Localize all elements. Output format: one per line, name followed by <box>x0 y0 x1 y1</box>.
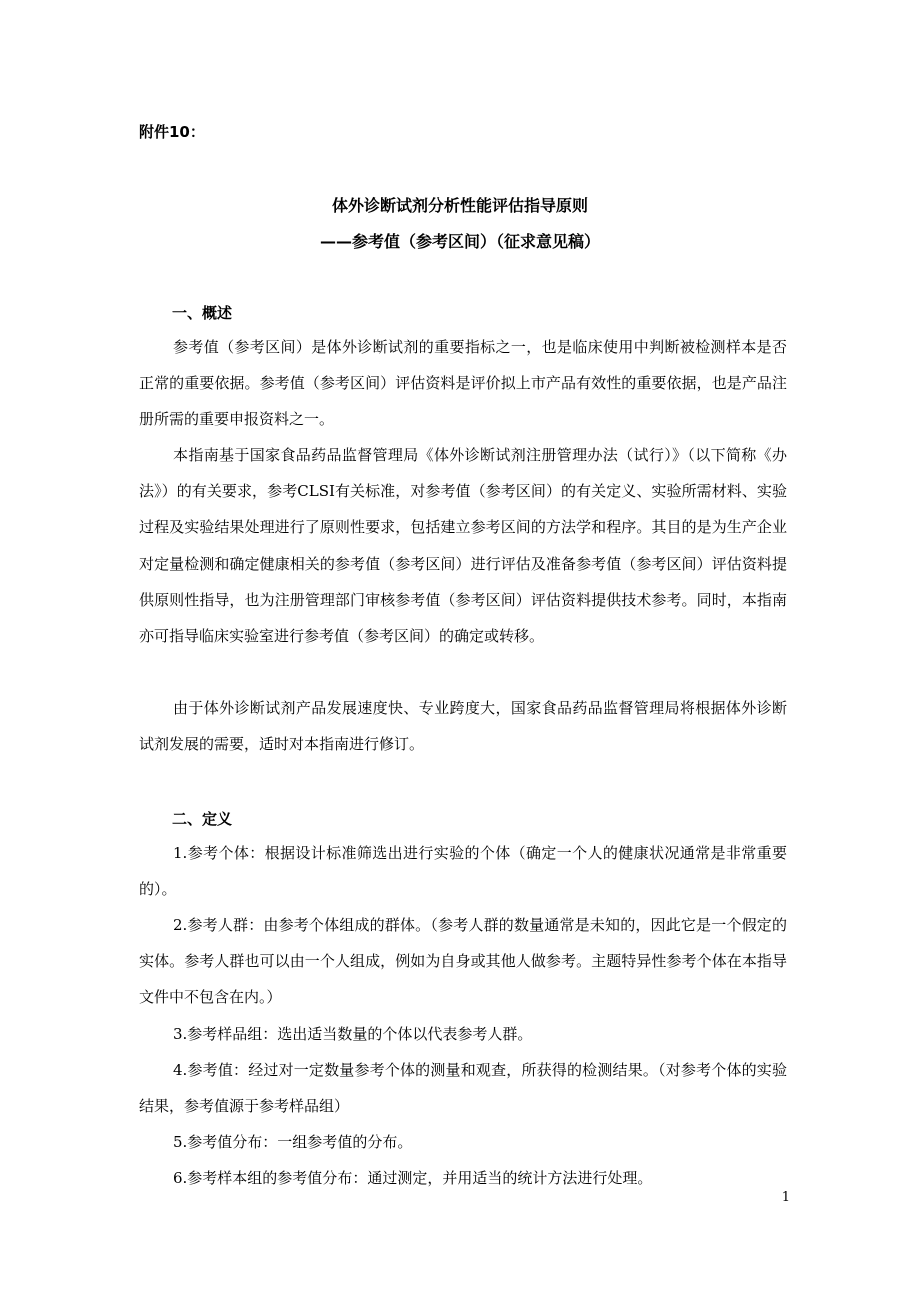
definition-item-2: 2.参考人群：由参考个体组成的群体。（参考人群的数量通常是未知的，因此它是一个假定的实体。参考人群也可以由一个人组成，例如为自身或其他人做参考。主题特异性参考个体在本指导文件中不包含在内。） <box>139 916 787 1007</box>
document-title: 体外诊断试剂分析性能评估指导原则 <box>331 196 588 215</box>
attachment-label: 附件10： <box>139 123 205 141</box>
definition-item-5: 5.参考值分布：一组参考值的分布。 <box>173 1133 413 1151</box>
page-number: 1 <box>781 1190 790 1205</box>
section-heading-overview: 一、概述 <box>172 304 233 322</box>
definition-item-4: 4.参考值：经过对一定数量参考个体的测量和观查，所获得的检测结果。（对参考个体的实验结果，参考值源于参考样品组） <box>139 1061 787 1116</box>
section-heading-definitions: 二、定义 <box>172 810 233 828</box>
overview-paragraph-2: 本指南基于国家食品药品监督管理局《体外诊断试剂注册管理办法（试行）》（以下简称《办法》）的有关要求，参考CLSI有关标准，对参考值（参考区间）的有关定义、实验所需材料、实验过程及实验结果处理进行了原则性要求，包括建立参考区间的方法学和程序。其目的是为生产企业对定量检测和确定健康相关的参考值（参考区间）进行评估及准备参考值（参考区间）评估资料提供原则性指导，也为注册管理部门审核参考值（参考区间）评估资料提供技术参考。同时，本指南亦可指导临床实验室进行参考值（参考区间）的确定或转移。 <box>139 446 787 646</box>
definition-item-6: 6.参考样本组的参考值分布：通过测定，并用适当的统计方法进行处理。 <box>173 1169 653 1187</box>
overview-paragraph-3: 由于体外诊断试剂产品发展速度快、专业跨度大，国家食品药品监督管理局将根据体外诊断试剂发展的需要，适时对本指南进行修订。 <box>139 699 787 754</box>
definition-item-3: 3.参考样品组：选出适当数量的个体以代表参考人群。 <box>173 1025 533 1043</box>
definition-item-1: 1.参考个体：根据设计标准筛选出进行实验的个体（确定一个人的健康状况通常是非常重要的）。 <box>139 844 787 899</box>
overview-paragraph-1: 参考值（参考区间）是体外诊断试剂的重要指标之一，也是临床使用中判断被检测样本是否正常的重要依据。参考值（参考区间）评估资料是评价拟上市产品有效性的重要依据，也是产品注册所需的重要申报资料之一。 <box>139 338 787 429</box>
document-subtitle: ——参考值（参考区间）（征求意见稿） <box>319 232 600 251</box>
